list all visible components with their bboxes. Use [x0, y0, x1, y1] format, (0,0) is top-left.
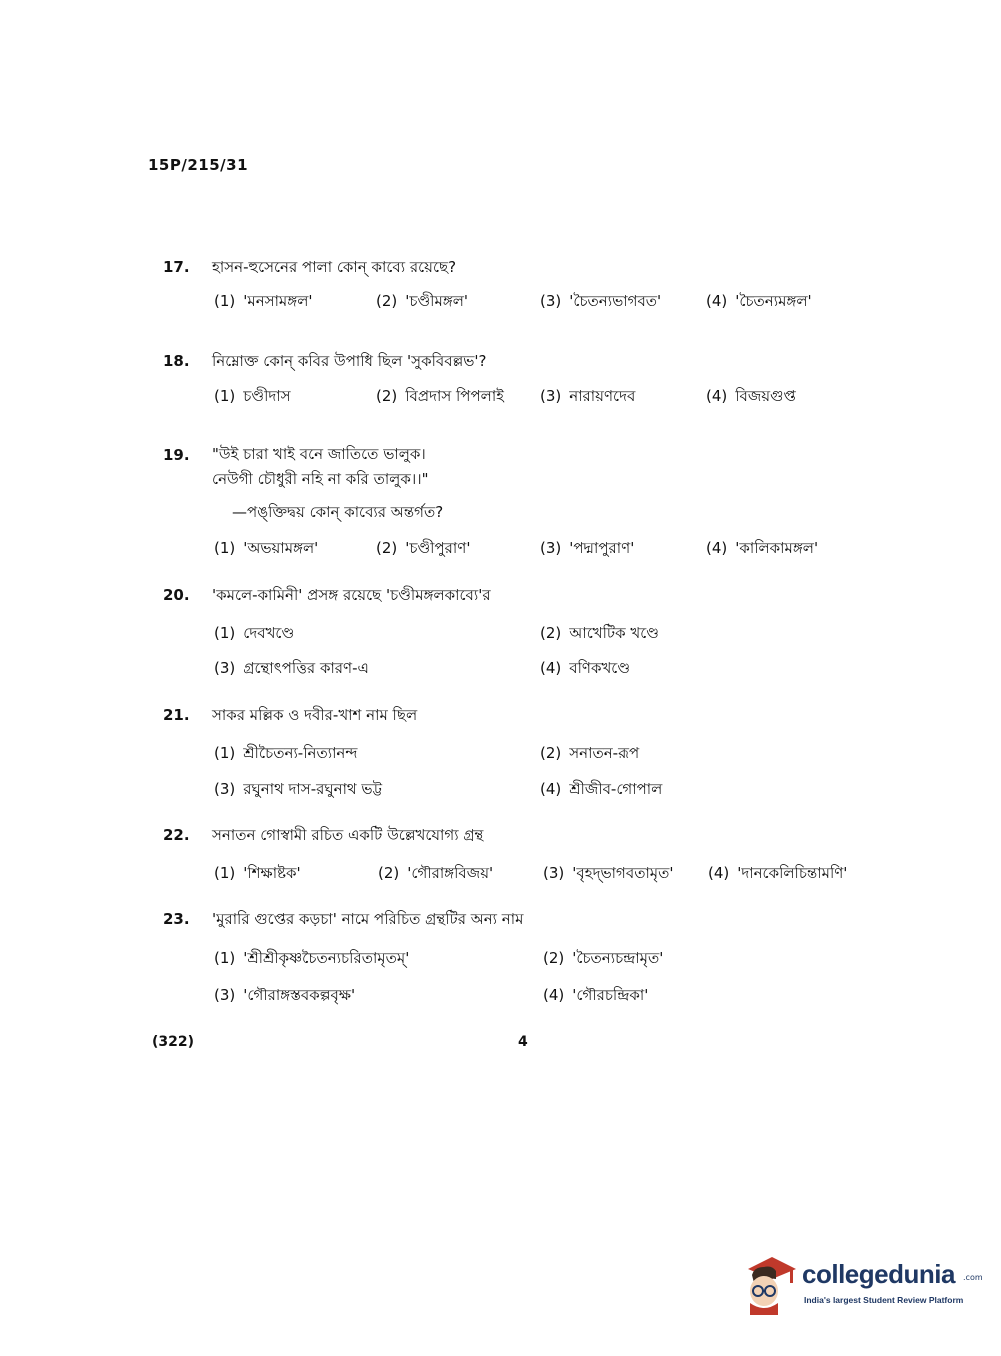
option-text: 'চৈতন্যভাগবত' [569, 292, 662, 310]
option-text: 'চণ্ডীমঙ্গল' [405, 292, 469, 310]
option-number: (3) [540, 292, 562, 310]
option [376, 385, 504, 410]
logo-wordmark: collegedunia [802, 1259, 955, 1289]
question-number: 17. [163, 258, 190, 276]
option-text: শ্রীচৈতন্য-নিত্যানন্দ [243, 744, 358, 762]
option-text: বিপ্রদাস পিপলাই [405, 387, 504, 405]
student-mascot-icon [742, 1253, 800, 1315]
logo-tagline: India's largest Student Review Platform [804, 1295, 964, 1305]
option-text: দেবখণ্ডে [243, 624, 295, 642]
option [540, 385, 635, 410]
option [378, 862, 493, 887]
question-number: 21. [163, 706, 190, 724]
question-number: 23. [163, 910, 190, 928]
option-text: 'পদ্মাপুরাণ' [569, 539, 635, 557]
option-number: (1) [214, 864, 236, 882]
option [214, 657, 369, 682]
option-number: (2) [543, 949, 565, 967]
option-number: (3) [214, 780, 236, 798]
option-text: শ্রীজীব-গোপাল [569, 780, 663, 798]
option-number: (2) [376, 539, 398, 557]
quote-line-1: "উই চারা খাই বনে জাতিতে ভালুক। [212, 445, 426, 463]
page-number: 4 [518, 1034, 528, 1050]
option [376, 537, 470, 562]
option-text: বিজয়গুপ্ত [735, 387, 796, 405]
option-number: (2) [540, 744, 562, 762]
option-text: 'অভয়ামঙ্গল' [243, 539, 319, 557]
option-number: (3) [543, 864, 565, 882]
option [214, 290, 313, 315]
option [543, 947, 663, 972]
option [540, 537, 634, 562]
option-text: 'চণ্ডীপুরাণ' [405, 539, 471, 557]
question-number: 19. [163, 446, 190, 464]
option-text: 'কালিকামঙ্গল' [735, 539, 819, 557]
question-number: 18. [163, 352, 190, 370]
option [214, 778, 382, 803]
option [214, 742, 357, 767]
option-number: (1) [214, 387, 236, 405]
option-number: (2) [376, 292, 398, 310]
option [543, 984, 648, 1009]
logo-suffix: .com [963, 1273, 983, 1282]
option-number: (4) [540, 659, 562, 677]
option-number: (1) [214, 744, 236, 762]
option-text: 'দানকেলিচিন্তামণি' [737, 864, 848, 882]
option-text: সনাতন-রূপ [569, 744, 640, 762]
option [708, 862, 847, 887]
option-number: (4) [706, 292, 728, 310]
option [214, 385, 291, 410]
option-number: (3) [540, 539, 562, 557]
option [376, 290, 468, 315]
option-number: (4) [540, 780, 562, 798]
option-number: (1) [214, 624, 236, 642]
option-text: বণিকখণ্ডে [569, 659, 631, 677]
option-text: 'চৈতন্যমঙ্গল' [735, 292, 812, 310]
question-text: 'মুরারি গুপ্তের কড়চা' নামে পরিচিত গ্রন্থটির অন্য নাম [212, 910, 524, 928]
option [706, 537, 818, 562]
option [214, 622, 294, 647]
option [540, 778, 662, 803]
question-text: হাসন-হুসেনের পালা কোন্ কাব্যে রয়েছে? [212, 258, 457, 276]
question-text: —পঙ্‌ক্তিদ্বয় কোন্ কাব্যের অন্তর্গত? [232, 503, 444, 521]
option-number: (1) [214, 292, 236, 310]
question-text: সাকর মল্লিক ও দবীর-খাশ নাম ছিল [212, 706, 418, 724]
option-text: 'গৌরচন্দ্রিকা' [572, 986, 649, 1004]
option-number: (1) [214, 949, 236, 967]
option-number: (4) [706, 387, 728, 405]
option-number: (2) [376, 387, 398, 405]
option-text: নারায়ণদেব [569, 387, 636, 405]
option-number: (2) [378, 864, 400, 882]
option-number: (3) [214, 659, 236, 677]
option-text: 'চৈতন্যচন্দ্রামৃত' [572, 949, 664, 967]
collegedunia-logo[interactable] [742, 1253, 983, 1323]
option [540, 290, 661, 315]
footer-code: (322) [152, 1034, 195, 1050]
option-text: 'গৌরাঙ্গস্তবকল্পবৃক্ষ' [243, 986, 356, 1004]
option [540, 657, 630, 682]
option-number: (3) [214, 986, 236, 1004]
quote-line-2: নেউগী চৌধুরী নহি না করি তালুক।।" [212, 470, 429, 488]
option [706, 385, 796, 410]
option [214, 862, 301, 887]
option [706, 290, 812, 315]
option-text: 'মনসামঙ্গল' [243, 292, 313, 310]
option-number: (1) [214, 539, 236, 557]
question-number: 22. [163, 826, 190, 844]
option [540, 622, 659, 647]
option-text: গ্রন্থোৎপত্তির কারণ-এ [243, 659, 369, 677]
option [214, 984, 355, 1009]
option-text: 'বৃহদ্‌ভাগবতামৃত' [572, 864, 674, 882]
option-number: (3) [540, 387, 562, 405]
option [214, 537, 318, 562]
option-text: 'শিক্ষাষ্টক' [243, 864, 301, 882]
option-text: 'শ্রীশ্রীকৃষ্ণচৈতন্যচরিতামৃতম্' [243, 949, 410, 967]
option-text: চণ্ডীদাস [243, 387, 291, 405]
option [214, 947, 409, 972]
option-text: 'গৌরাঙ্গবিজয়' [407, 864, 494, 882]
option-number: (4) [708, 864, 730, 882]
question-text: সনাতন গোস্বামী রচিত একটি উল্লেখযোগ্য গ্রন্থ [212, 826, 484, 844]
option-number: (4) [706, 539, 728, 557]
option-number: (4) [543, 986, 565, 1004]
option-text: আখেটিক খণ্ডে [569, 624, 659, 642]
option-number: (2) [540, 624, 562, 642]
question-number: 20. [163, 586, 190, 604]
paper-code: 15P/215/31 [148, 156, 249, 174]
option-text: রঘুনাথ দাস-রঘুনাথ ভট্ট [243, 780, 383, 798]
option [540, 742, 639, 767]
question-text: 'কমলে-কামিনী' প্রসঙ্গ রয়েছে 'চণ্ডীমঙ্গলকাব্যে'র [212, 586, 491, 604]
question-text: নিম্নোক্ত কোন্ কবির উপাধি ছিল 'সুকবিবল্লভ'? [212, 352, 487, 370]
option [543, 862, 674, 887]
